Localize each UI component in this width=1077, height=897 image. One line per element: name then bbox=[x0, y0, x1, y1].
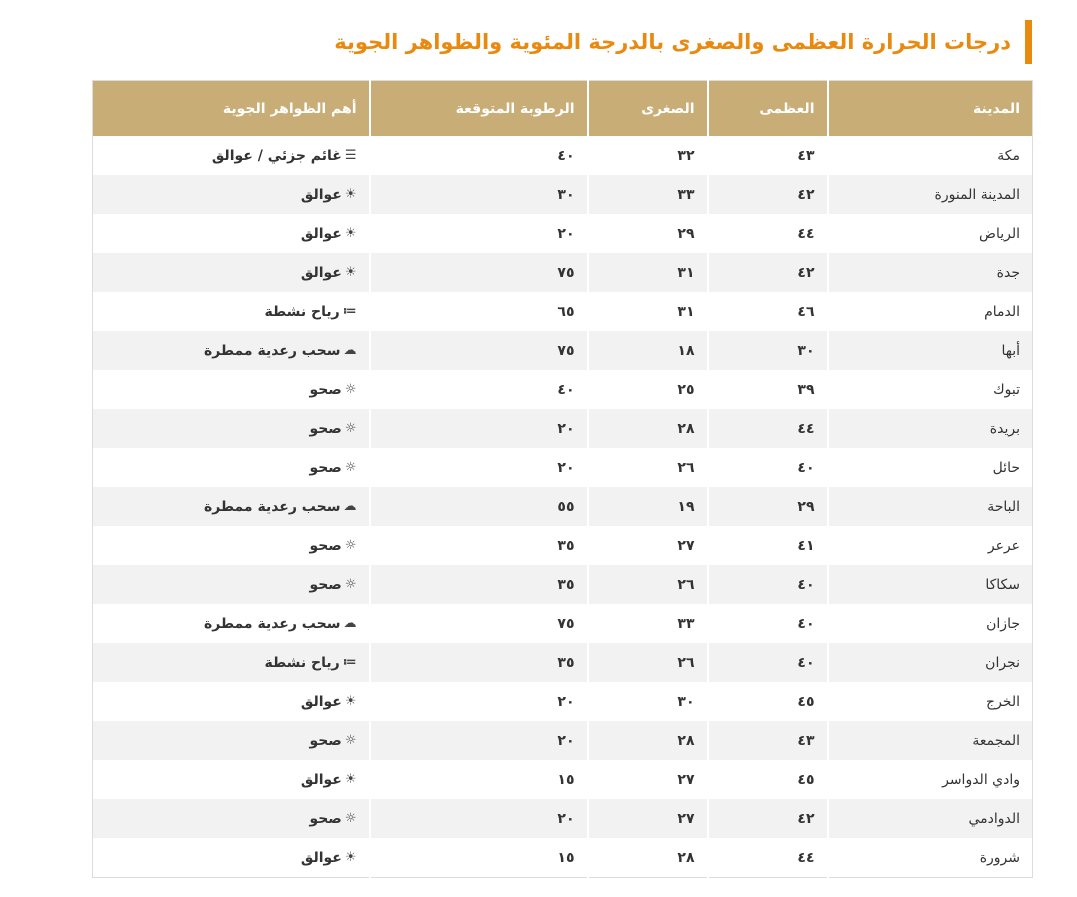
cell-humidity: ٢٠ bbox=[370, 214, 588, 253]
cell-conditions bbox=[93, 799, 370, 838]
cell-min: ٣١ bbox=[588, 292, 708, 331]
page-header bbox=[40, 20, 1032, 64]
cell-conditions bbox=[93, 214, 370, 253]
condition-wrap bbox=[309, 733, 356, 749]
table-row bbox=[93, 409, 1033, 448]
table-row bbox=[93, 760, 1033, 799]
cell-min: ٢٦ bbox=[588, 643, 708, 682]
cell-humidity: ٣٥ bbox=[370, 565, 588, 604]
cell-humidity: ١٥ bbox=[370, 838, 588, 878]
condition-label: غائم جزئي / عوالق bbox=[211, 147, 342, 164]
table-row bbox=[93, 526, 1033, 565]
cell-max: ٤٥ bbox=[708, 682, 828, 721]
table-row bbox=[93, 214, 1033, 253]
cell-humidity: ٦٥ bbox=[370, 292, 588, 331]
cell-city: الباحة bbox=[828, 487, 1033, 526]
condition-wrap bbox=[309, 382, 356, 398]
cell-conditions bbox=[93, 838, 370, 878]
cell-max: ٤٠ bbox=[708, 448, 828, 487]
cell-conditions bbox=[93, 292, 370, 331]
cell-conditions bbox=[93, 370, 370, 409]
table-row bbox=[93, 643, 1033, 682]
cell-min: ٢٧ bbox=[588, 760, 708, 799]
condition-label: عوالق bbox=[300, 693, 342, 710]
sun-icon: ☼ bbox=[344, 811, 357, 827]
condition-label: سحب رعدية ممطرة bbox=[203, 498, 341, 515]
cell-city: جازان bbox=[828, 604, 1033, 643]
condition-wrap bbox=[265, 304, 357, 320]
condition-label: رياح نشطة bbox=[264, 654, 340, 671]
cell-city: حائل bbox=[828, 448, 1033, 487]
thunder-cloud-icon: ☁ bbox=[343, 343, 357, 359]
haze-sun-icon: ☀ bbox=[344, 226, 357, 242]
title-accent-bar bbox=[1025, 20, 1032, 64]
condition-label: صحو bbox=[309, 459, 342, 476]
cell-min: ٢٦ bbox=[588, 565, 708, 604]
cell-humidity: ٣٥ bbox=[370, 526, 588, 565]
thunder-cloud-icon: ☁ bbox=[343, 499, 357, 515]
condition-wrap bbox=[301, 772, 357, 788]
cell-max: ٤١ bbox=[708, 526, 828, 565]
cell-conditions bbox=[93, 643, 370, 682]
cell-max: ٤٣ bbox=[708, 136, 828, 175]
cell-city: الرياض bbox=[828, 214, 1033, 253]
cell-city: أبها bbox=[828, 331, 1033, 370]
cell-humidity: ٣٠ bbox=[370, 175, 588, 214]
table-row bbox=[93, 682, 1033, 721]
header-humidity: الرطوبة المتوقعة bbox=[370, 81, 588, 137]
cell-conditions bbox=[93, 136, 370, 175]
condition-wrap bbox=[309, 538, 356, 554]
condition-wrap bbox=[212, 148, 357, 164]
cell-max: ٤٦ bbox=[708, 292, 828, 331]
cell-conditions bbox=[93, 526, 370, 565]
table-row bbox=[93, 331, 1033, 370]
cell-city: نجران bbox=[828, 643, 1033, 682]
condition-label: عوالق bbox=[300, 849, 342, 866]
cell-humidity: ١٥ bbox=[370, 760, 588, 799]
condition-label: رياح نشطة bbox=[264, 303, 340, 320]
table-row bbox=[93, 604, 1033, 643]
wind-icon: ≕ bbox=[342, 304, 357, 320]
cell-conditions bbox=[93, 448, 370, 487]
cell-max: ٣٩ bbox=[708, 370, 828, 409]
cell-min: ٢٨ bbox=[588, 409, 708, 448]
cell-max: ٤٤ bbox=[708, 409, 828, 448]
cell-humidity: ٧٥ bbox=[370, 604, 588, 643]
condition-label: عوالق bbox=[300, 771, 342, 788]
cell-min: ٣٢ bbox=[588, 136, 708, 175]
cell-conditions bbox=[93, 175, 370, 214]
cell-city: الدوادمي bbox=[828, 799, 1033, 838]
cell-city: بريدة bbox=[828, 409, 1033, 448]
condition-wrap bbox=[301, 265, 357, 281]
cell-min: ٣١ bbox=[588, 253, 708, 292]
cell-conditions bbox=[93, 253, 370, 292]
table-row bbox=[93, 292, 1033, 331]
cell-conditions bbox=[93, 721, 370, 760]
condition-label: سحب رعدية ممطرة bbox=[203, 615, 341, 632]
cell-city: المجمعة bbox=[828, 721, 1033, 760]
table-row bbox=[93, 175, 1033, 214]
page-title: درجات الحرارة العظمى والصغرى بالدرجة المئوية والظواهر الجوية bbox=[334, 30, 1011, 54]
sun-icon: ☼ bbox=[344, 733, 357, 749]
sun-icon: ☼ bbox=[344, 460, 357, 476]
cell-max: ٤٤ bbox=[708, 838, 828, 878]
condition-label: صحو bbox=[309, 576, 342, 593]
cell-conditions bbox=[93, 682, 370, 721]
condition-wrap bbox=[301, 850, 357, 866]
header-conditions: أهم الظواهر الجوية bbox=[93, 81, 370, 137]
cell-max: ٤٥ bbox=[708, 760, 828, 799]
table-row bbox=[93, 370, 1033, 409]
cell-city: جدة bbox=[828, 253, 1033, 292]
condition-label: صحو bbox=[309, 381, 342, 398]
condition-label: صحو bbox=[309, 810, 342, 827]
condition-label: عوالق bbox=[300, 186, 342, 203]
condition-label: صحو bbox=[309, 732, 342, 749]
condition-wrap bbox=[309, 460, 356, 476]
condition-wrap bbox=[204, 616, 357, 632]
condition-wrap bbox=[204, 499, 357, 515]
cell-conditions bbox=[93, 409, 370, 448]
cell-conditions bbox=[93, 565, 370, 604]
cell-min: ٢٧ bbox=[588, 799, 708, 838]
haze-sun-icon: ☀ bbox=[344, 694, 357, 710]
cell-min: ٢٦ bbox=[588, 448, 708, 487]
cell-humidity: ٥٥ bbox=[370, 487, 588, 526]
wind-icon: ≕ bbox=[342, 655, 357, 671]
cell-humidity: ٢٠ bbox=[370, 409, 588, 448]
sun-icon: ☼ bbox=[344, 577, 357, 593]
cell-city: عرعر bbox=[828, 526, 1033, 565]
cell-city: مكة bbox=[828, 136, 1033, 175]
table-row bbox=[93, 799, 1033, 838]
condition-label: صحو bbox=[309, 537, 342, 554]
condition-wrap bbox=[265, 655, 357, 671]
table-row bbox=[93, 838, 1033, 878]
condition-wrap bbox=[301, 187, 357, 203]
sun-icon: ☼ bbox=[344, 538, 357, 554]
cell-city: وادي الدواسر bbox=[828, 760, 1033, 799]
cell-city: تبوك bbox=[828, 370, 1033, 409]
cell-conditions bbox=[93, 331, 370, 370]
cell-city: سكاكا bbox=[828, 565, 1033, 604]
cell-min: ١٨ bbox=[588, 331, 708, 370]
cell-humidity: ٢٠ bbox=[370, 682, 588, 721]
cell-humidity: ٧٥ bbox=[370, 253, 588, 292]
condition-label: صحو bbox=[309, 420, 342, 437]
sun-icon: ☼ bbox=[344, 382, 357, 398]
thunder-cloud-icon: ☁ bbox=[343, 616, 357, 632]
cell-min: ٢٨ bbox=[588, 721, 708, 760]
table-row bbox=[93, 721, 1033, 760]
cell-max: ٢٩ bbox=[708, 487, 828, 526]
cell-humidity: ٢٠ bbox=[370, 721, 588, 760]
table-row bbox=[93, 448, 1033, 487]
cell-min: ٣٠ bbox=[588, 682, 708, 721]
cell-max: ٤٣ bbox=[708, 721, 828, 760]
table-row bbox=[93, 253, 1033, 292]
cell-humidity: ٢٠ bbox=[370, 448, 588, 487]
condition-wrap bbox=[309, 577, 356, 593]
haze-sun-icon: ☀ bbox=[344, 772, 357, 788]
header-max: العظمى bbox=[708, 81, 828, 137]
condition-wrap bbox=[309, 421, 356, 437]
haze-sun-icon: ☀ bbox=[344, 187, 357, 203]
cell-min: ٣٣ bbox=[588, 175, 708, 214]
cell-min: ٢٧ bbox=[588, 526, 708, 565]
cell-city: الدمام bbox=[828, 292, 1033, 331]
condition-label: عوالق bbox=[300, 225, 342, 242]
cell-max: ٤٤ bbox=[708, 214, 828, 253]
cell-conditions bbox=[93, 487, 370, 526]
cell-max: ٤٠ bbox=[708, 643, 828, 682]
cell-min: ٢٩ bbox=[588, 214, 708, 253]
cell-conditions bbox=[93, 760, 370, 799]
condition-wrap bbox=[301, 694, 357, 710]
sun-icon: ☼ bbox=[344, 421, 357, 437]
cell-conditions bbox=[93, 604, 370, 643]
haze-sun-icon: ☀ bbox=[344, 265, 357, 281]
cell-city: الخرج bbox=[828, 682, 1033, 721]
cell-humidity: ٢٠ bbox=[370, 799, 588, 838]
weather-table bbox=[92, 80, 1033, 878]
cell-city: المدينة المنورة bbox=[828, 175, 1033, 214]
cell-min: ٢٨ bbox=[588, 838, 708, 878]
cell-max: ٤٢ bbox=[708, 799, 828, 838]
cell-max: ٤٠ bbox=[708, 604, 828, 643]
cell-max: ٣٠ bbox=[708, 331, 828, 370]
condition-wrap bbox=[309, 811, 356, 827]
cell-max: ٤٢ bbox=[708, 175, 828, 214]
cell-humidity: ٤٠ bbox=[370, 136, 588, 175]
table-header bbox=[93, 81, 1033, 137]
table-body bbox=[93, 136, 1033, 878]
cell-min: ٢٥ bbox=[588, 370, 708, 409]
haze-sun-icon: ☀ bbox=[344, 850, 357, 866]
cell-min: ١٩ bbox=[588, 487, 708, 526]
cell-humidity: ٤٠ bbox=[370, 370, 588, 409]
cell-humidity: ٧٥ bbox=[370, 331, 588, 370]
table-row bbox=[93, 565, 1033, 604]
condition-wrap bbox=[204, 343, 357, 359]
header-row bbox=[93, 81, 1033, 137]
condition-label: سحب رعدية ممطرة bbox=[203, 342, 341, 359]
cell-max: ٤٢ bbox=[708, 253, 828, 292]
condition-label: عوالق bbox=[300, 264, 342, 281]
table-row bbox=[93, 136, 1033, 175]
cell-max: ٤٠ bbox=[708, 565, 828, 604]
fog-icon: ☰ bbox=[344, 148, 357, 164]
condition-wrap bbox=[301, 226, 357, 242]
header-city: المدينة bbox=[828, 81, 1033, 137]
cell-min: ٣٣ bbox=[588, 604, 708, 643]
cell-humidity: ٣٥ bbox=[370, 643, 588, 682]
header-min: الصغرى bbox=[588, 81, 708, 137]
table-row bbox=[93, 487, 1033, 526]
cell-city: شرورة bbox=[828, 838, 1033, 878]
